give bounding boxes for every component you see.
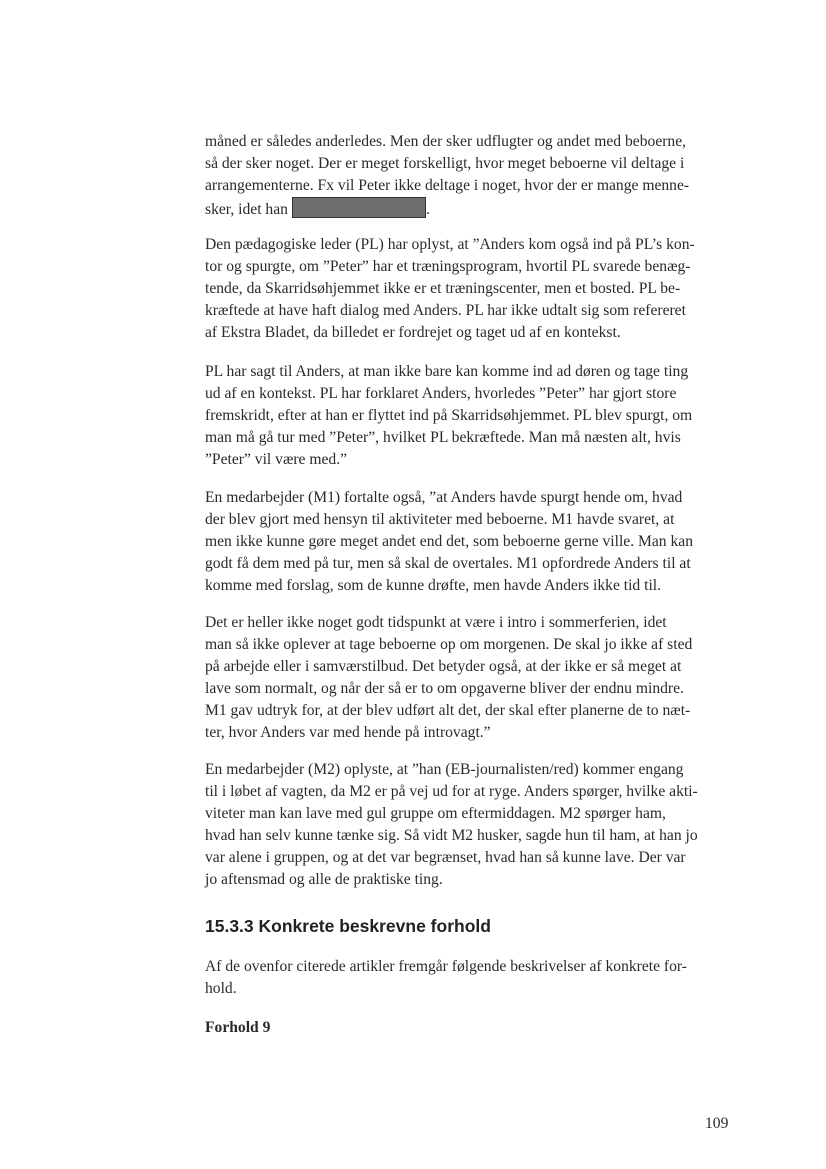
text-line: En medarbejder (M1) fortalte også, ”at Anders havde spurgt hende om, hvad bbox=[205, 489, 683, 506]
text-line: til i løbet af vagten, da M2 er på vej ud for at ryge. Anders spørger, hvilke akti- bbox=[205, 783, 698, 800]
paragraph-4 bbox=[205, 487, 745, 597]
text-line: var alene i gruppen, og at det var begrænset, hvad han så kunne lave. Der var bbox=[205, 849, 686, 866]
text-line: viteter man kan lave med gul gruppe om eftermiddagen. M2 spørger ham, bbox=[205, 805, 666, 822]
text-line: M1 gav udtryk for, at der blev udført alt det, der skal efter planerne de to næt- bbox=[205, 702, 691, 719]
paragraph-5 bbox=[205, 612, 745, 744]
text-line: af Ekstra Bladet, da billedet er fordrejet og taget ud af en kontekst. bbox=[205, 324, 621, 341]
text-line: arrangementerne. Fx vil Peter ikke deltage i noget, hvor der er mange menne- bbox=[205, 177, 690, 194]
page-number: 109 bbox=[705, 1115, 729, 1132]
text-line: der blev gjort med hensyn til aktiviteter med beboerne. M1 havde svaret, at bbox=[205, 511, 675, 528]
text-line: tende, da Skarridsøhjemmet ikke er et træningscenter, men et bosted. PL be- bbox=[205, 280, 681, 297]
text-line: ter, hvor Anders var med hende på introvagt.” bbox=[205, 724, 491, 741]
paragraph-1 bbox=[205, 131, 745, 221]
text-line: En medarbejder (M2) oplyste, at ”han (EB-journalisten/red) kommer engang bbox=[205, 761, 684, 778]
text-line: kræftede at have haft dialog med Anders. PL har ikke udtalt sig som refereret bbox=[205, 302, 686, 319]
redaction-box bbox=[292, 197, 426, 218]
paragraph-3 bbox=[205, 361, 745, 471]
text-line: på arbejde eller i samværstilbud. Det betyder også, at der ikke er så meget at bbox=[205, 658, 682, 675]
text-line: men ikke kunne gøre meget andet end det, som beboerne gerne ville. Man kan bbox=[205, 533, 694, 550]
text-line: Af de ovenfor citerede artikler fremgår følgende beskrivelser af konkrete for- bbox=[205, 958, 687, 975]
paragraph-6 bbox=[205, 759, 745, 891]
paragraph-7 bbox=[205, 956, 745, 1000]
text-line: komme med forslag, som de kunne drøfte, men havde Anders ikke tid til. bbox=[205, 577, 662, 594]
text-line: PL har sagt til Anders, at man ikke bare kan komme ind ad døren og tage ting bbox=[205, 363, 689, 380]
text-line: lave som normalt, og når der så er to om opgaverne bliver der endnu mindre. bbox=[205, 680, 684, 697]
text-line: godt få dem med på tur, men så skal de overtales. M1 opfordrede Anders til at bbox=[205, 555, 691, 572]
text-line: ”Peter” vil være med.” bbox=[205, 451, 348, 468]
text-line: tor og spurgte, om ”Peter” har et træningsprogram, hvortil PL svarede benæg- bbox=[205, 258, 691, 275]
paragraph-2 bbox=[205, 234, 745, 344]
text-line: hvad han selv kunne tænke sig. Så vidt M2 husker, sagde hun til ham, at han jo bbox=[205, 827, 698, 844]
text-line: jo aftensmad og alle de praktiske ting. bbox=[205, 871, 443, 888]
text-line: så der sker noget. Der er meget forskelligt, hvor meget beboerne vil deltage i bbox=[205, 155, 685, 172]
section-heading: 15.3.3 Konkrete beskrevne forhold bbox=[205, 916, 491, 936]
text-line: måned er således anderledes. Men der sker udflugter og andet med beboerne, bbox=[205, 133, 687, 150]
text-line: hold. bbox=[205, 980, 237, 997]
text-line: Den pædagogiske leder (PL) har oplyst, at ”Anders kom også ind på PL’s kon- bbox=[205, 236, 695, 253]
subheading: Forhold 9 bbox=[205, 1019, 271, 1036]
text-line: fremskridt, efter at han er flyttet ind på Skarridsøhjemmet. PL blev spurgt, om bbox=[205, 407, 693, 424]
text-fragment: . bbox=[425, 201, 430, 218]
text-line: Det er heller ikke noget godt tidspunkt at være i intro i sommerferien, idet bbox=[205, 614, 667, 631]
text-line: ud af en kontekst. PL har forklaret Anders, hvorledes ”Peter” har gjort store bbox=[205, 385, 677, 402]
text-fragment: sker, idet han bbox=[205, 201, 288, 218]
text-line-with-redaction bbox=[205, 197, 745, 221]
text-line: man så ikke oplever at tage beboerne op om morgenen. De skal jo ikke af sted bbox=[205, 636, 693, 653]
text-line: man må gå tur med ”Peter”, hvilket PL bekræftede. Man må næsten alt, hvis bbox=[205, 429, 681, 446]
